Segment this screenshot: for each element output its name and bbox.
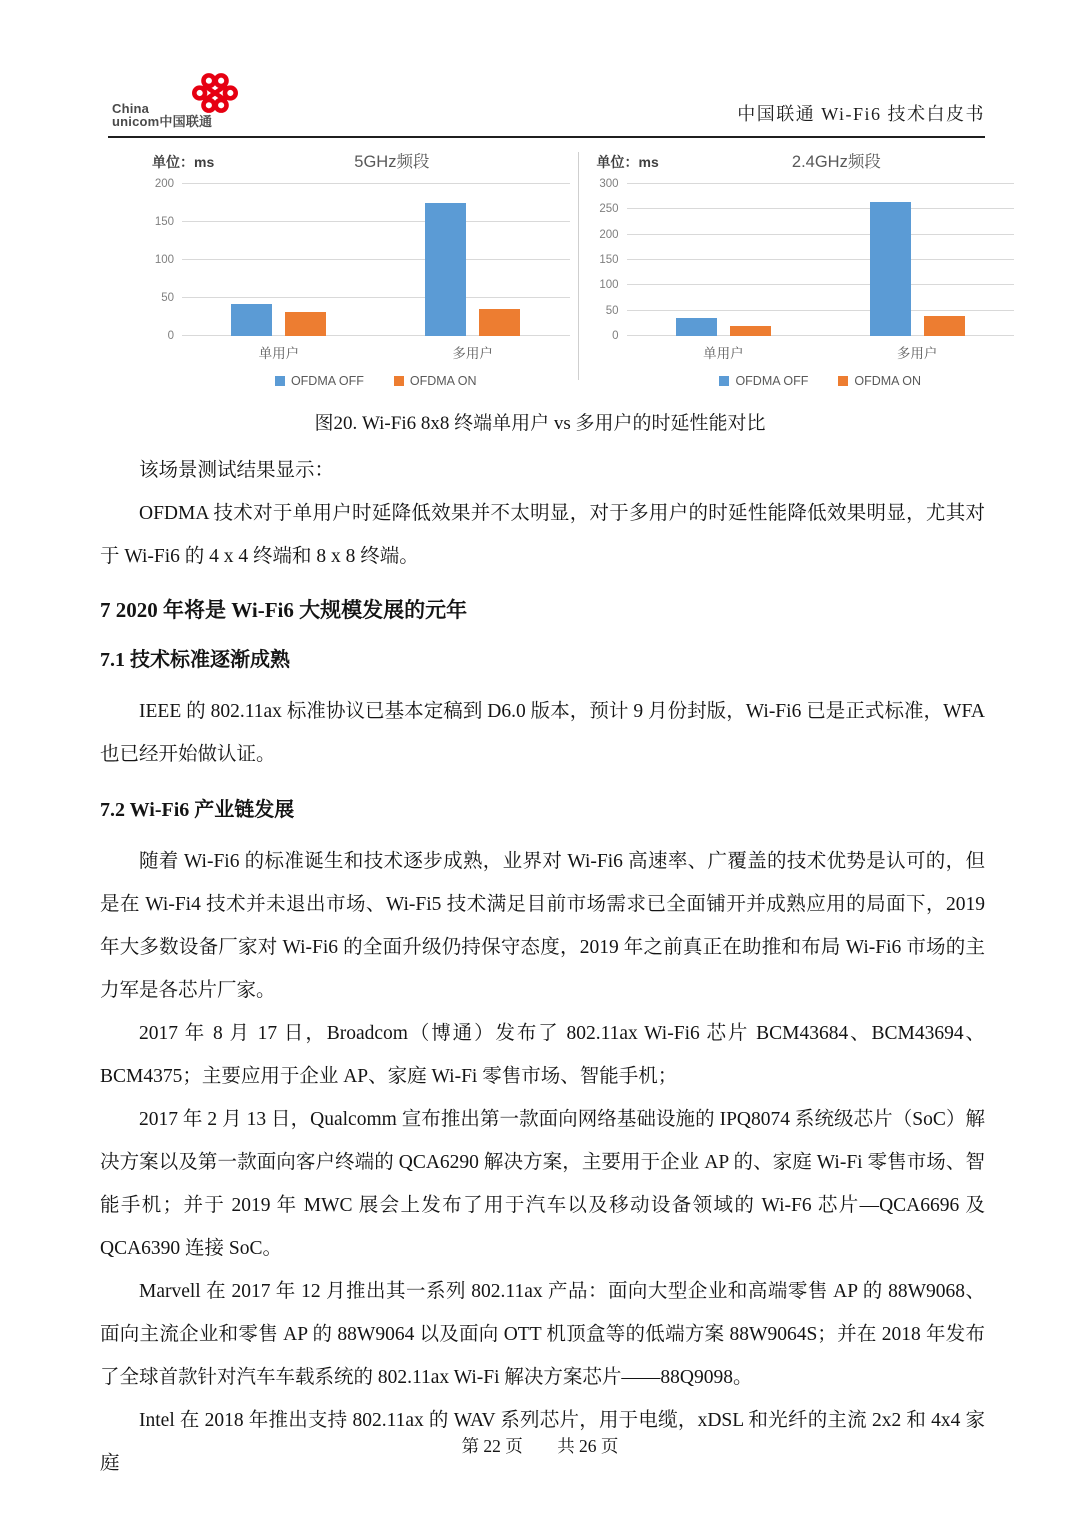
legend-item-ofdma-on [838, 374, 921, 388]
x-category-label: 多用户 [896, 346, 938, 361]
y-tick-label: 300 [599, 178, 619, 190]
figure-20-charts [138, 148, 1014, 394]
y-tick-label: 50 [605, 304, 619, 317]
chart-title: 5GHz频段 [354, 153, 430, 171]
chart-legend [627, 368, 1015, 394]
chart-5ghz-latency [138, 148, 570, 394]
legend-swatch [275, 376, 285, 386]
y-tick-label: 250 [599, 203, 619, 216]
paragraph-broadcom: 2017 年 8 月 17 日，Broadcom（博通）发布了 802.11ax Wi-Fi6 芯片 BCM43684、BCM43694、BCM4375；主要应用于企业 AP、家庭 Wi-Fi 零售市场、智能手机； [100, 1023, 985, 1087]
bar-group-- [182, 304, 376, 336]
y-tick-label: 100 [599, 279, 619, 292]
footer-total-pages: 共 26 页 [557, 1436, 619, 1456]
bar-groups [627, 184, 1015, 336]
bar-ofdma-off [870, 202, 911, 336]
paragraph-marvell: Marvell 在 2017 年 12 月推出其一系列 802.11ax 产品：面向大型企业和高端零售 AP 的 88W9068、面向主流企业和零售 AP 的 88W9064 以及面向 OTT 机顶盒等的低端方案 88W9064S；并在 2018 年发布了全球首款针对汽车车载系统的 802.11ax Wi-Fi 解决方案芯片——88Q9098。 [100, 1281, 985, 1388]
logo-wordmark [112, 102, 212, 128]
paragraph-7-1: IEEE 的 802.11ax 标准协议已基本定稿到 D6.0 版本，预计 9 月份封版，Wi-Fi6 已是正式标准，WFA 也已经开始做认证。 [100, 701, 985, 765]
bar-group-- [627, 318, 821, 336]
y-tick-label: 100 [154, 254, 174, 266]
legend-label: OFDMA ON [409, 374, 477, 388]
y-tick-label: 0 [167, 330, 174, 342]
chart-unit-label: 单位：ms [596, 154, 659, 170]
bar-groups [182, 184, 570, 336]
y-tick-label: 0 [612, 330, 619, 342]
chart-24ghz-latency [583, 148, 1015, 394]
paragraph-7-2-industry: 随着 Wi-Fi6 的标准诞生和技术逐步成熟，业界对 Wi-Fi6 高速率、广覆盖的技术优势是认可的，但是在 Wi-Fi4 技术并未退出市场、Wi-Fi5 技术满足目前市场需求已全面铺开并成熟应用的局面下，2019 年大多数设备厂家对 Wi-Fi6 的全面升级仍持保守态度，2019 年之前真正在助推和布局 Wi-Fi6 市场的主力军是各芯片厂家。 [100, 851, 985, 1001]
heading-section-7-2: 7.2 Wi-Fi6 产业链发展 [100, 799, 295, 821]
legend-label: OFDMA ON [854, 374, 922, 388]
bar-group-- [820, 202, 1014, 336]
heading-section-7: 7 2020 年将是 Wi-Fi6 大规模发展的元年 [100, 598, 468, 622]
chart-legend [182, 368, 570, 394]
chart-unit-label: 单位：ms [152, 154, 215, 170]
paragraph-result: OFDMA 技术对于单用户时延降低效果并不太明显，对于多用户的时延性能降低效果明显，尤其对于 Wi-Fi6 的 4 x 4 终端和 8 x 8 终端。 [100, 503, 985, 567]
paragraph-result-intro: 该场景测试结果显示： [139, 460, 335, 481]
y-tick-label: 150 [154, 216, 174, 228]
logo-line-en: China [112, 101, 150, 116]
legend-swatch [838, 376, 848, 386]
china-unicom-logo [112, 74, 244, 128]
legend-item-ofdma-off [275, 374, 364, 388]
bar-ofdma-on [924, 316, 965, 336]
plot [182, 184, 570, 336]
y-tick-label: 50 [161, 292, 174, 304]
chart-plot-area [583, 178, 1015, 342]
legend-swatch [719, 376, 729, 386]
chart-title: 2.4GHz频段 [791, 153, 881, 171]
legend-swatch [394, 376, 404, 386]
page-header [0, 0, 1080, 136]
x-axis-labels [182, 336, 570, 368]
y-tick-label: 150 [599, 254, 619, 266]
legend-item-ofdma-on [394, 374, 477, 388]
paragraph-qualcomm: 2017 年 2 月 13 日，Qualcomm 宣布推出第一款面向网络基础设施的 IPQ8074 系统级芯片（SoC）解决方案以及第一款面向客户终端的 QCA6290 解决方案，主要用于企业 AP 的、家庭 Wi-Fi 零售市场、智能手机；并于 2019 年 MWC 展会上发布了用于汽车以及移动设备领域的 Wi-F6 芯片—QCA6696 及 QCA6390 连接 SoC。 [100, 1109, 985, 1259]
legend-label: OFDMA OFF [735, 374, 809, 388]
chart-header [583, 148, 1015, 184]
heading-section-7-1: 7.1 技术标准逐渐成熟 [100, 649, 290, 671]
y-axis [583, 178, 627, 342]
bar-ofdma-off [676, 318, 717, 336]
body-content [0, 435, 1080, 1485]
plot [627, 184, 1015, 336]
bar-ofdma-on [730, 326, 771, 336]
figure-caption: 图20. Wi-Fi6 8x8 终端单用户 vs 多用户的时延性能对比 [314, 413, 766, 434]
x-category-label: 单用户 [703, 346, 744, 361]
page-footer [0, 1433, 1080, 1458]
paragraph-intel: Intel 在 2018 年推出支持 802.11ax 的 WAV 系列芯片，用于电缆，xDSL 和光纤的主流 2x2 和 4x4 家庭 [100, 1410, 985, 1474]
x-category-label: 单用户 [258, 346, 300, 361]
x-category-label: 多用户 [452, 346, 493, 361]
document-title: 中国联通 Wi-Fi6 技术白皮书 [737, 104, 985, 124]
bar-ofdma-on [479, 309, 520, 336]
bar-group-- [376, 203, 570, 336]
chart-header [138, 148, 570, 184]
legend-item-ofdma-off [719, 374, 808, 388]
legend-label: OFDMA OFF [290, 374, 364, 388]
y-tick-label: 200 [154, 178, 174, 190]
y-tick-label: 200 [599, 228, 619, 241]
logo-line-cn: unicom中国联通 [112, 114, 213, 129]
y-axis [138, 178, 182, 342]
chart-plot-area [138, 178, 570, 342]
bar-ofdma-off [425, 203, 466, 336]
x-axis-labels [627, 336, 1015, 368]
bar-ofdma-off [231, 304, 272, 336]
chart-divider [578, 152, 579, 380]
header-rule [108, 136, 985, 138]
bar-ofdma-on [285, 312, 326, 336]
footer-page-number: 第 22 页 [461, 1436, 523, 1456]
